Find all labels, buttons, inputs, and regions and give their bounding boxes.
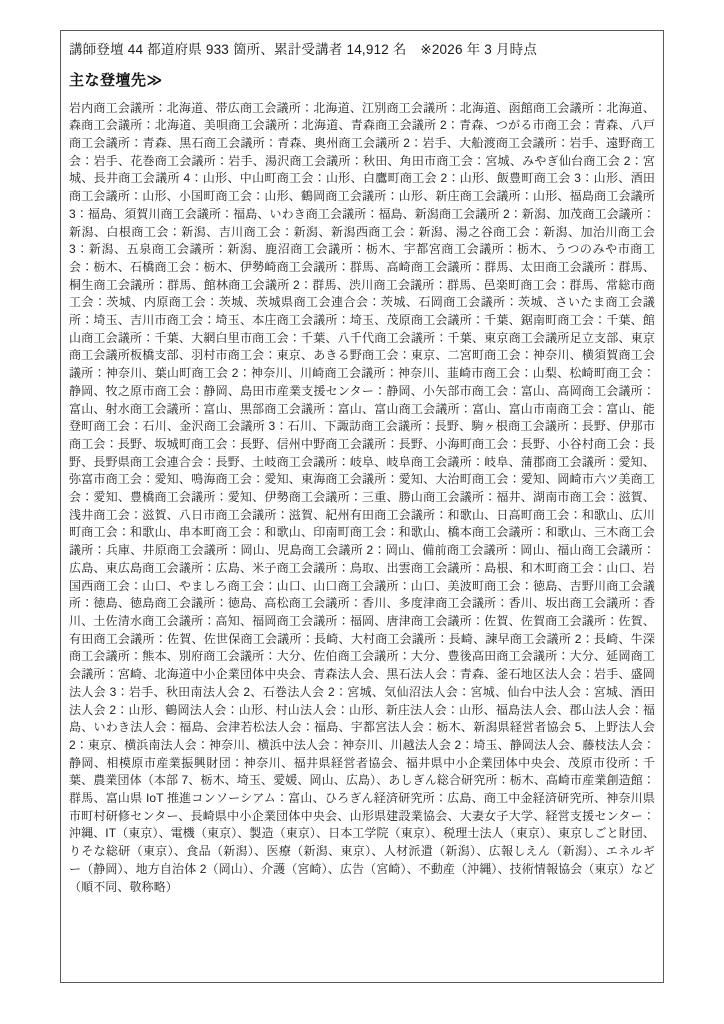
document-border-box [60, 30, 664, 983]
venue-list-paragraph: 岩内商工会議所：北海道、帯広商工会議所：北海道、江別商工会議所：北海道、函館商工会議所：北海道、森商工会議所：北海道、美唄商工会議所：北海道、青森商工会議所 2：青森、つがる市商工会：青森、八戸商工会議所：青森、黒石商工会議所：青森、奥州商工会議所 2：岩手、大船渡商工会議所：岩手、遠野商工会：岩手、花巻商工会議所：岩手、湯沢商工会議所：秋田、角田市商工会：宮城、みやぎ仙台商工会 2：宮城、長井商工会議所 4：山形、中山町商工会：山形、白鷹町商工会 2：山形、飯豊町商工会 3：山形、酒田商工会議所：山形、小国町商工会：山形、鶴岡商工会議所：山形、新庄商工会議所：山形、福島商工会議所 3：福島、須賀川商工会議所：福島、いわき商工会議所：福島、新潟商工会議所 2：新潟、加茂商工会議所：新潟、白根商工会：新潟、吉川商工会：新潟、新潟西商工会：新潟、湯之谷商工会：新潟、加治川商工会 3：新潟、五泉商工会議所：新潟、鹿沼商工会議所：栃木、宇都宮商工会議所：栃木、うつのみや市商工会：栃木、石橋商工会：栃木、伊勢崎商工会議所：群馬、高崎商工会議所：群馬、太田商工会議所：群馬、桐生商工会議所：群馬、館林商工会議所 2：群馬、渋川商工会議所：群馬、邑楽町商工会：群馬、常総市商工会：茨城、内原商工会：茨城、茨城県商工会連合会：茨城、石岡商工会議所：茨城、さいたま商工会議所：埼玉、吉川市商工会：埼玉、本庄商工会議所：埼玉、茂原商工会議所：千葉、鋸南町商工会：千葉、館山商工会議所：千葉、大網白里市商工会：千葉、八千代商工会議所：千葉、東京商工会議所足立支部、東京商工会議所板橋支部、羽村市商工会：東京、あきる野商工会：東京、二宮町商工会：神奈川、横須賀商工会議所：神奈川、葉山町商工会 2：神奈川、川崎商工会議所：神奈川、韮崎市商工会：山梨、松崎町商工会：静岡、牧之原市商工会：静岡、島田市産業支援センター：静岡、小矢部市商工会：富山、高岡商工会議所：富山、射水商工会議所：富山、黒部商工会議所：富山、富山商工会議所：富山、富山市南商工会：富山、能登町商工会：石川、金沢商工会議所 3：石川、下諏訪商工会議所：長野、駒ヶ根商工会議所：長野、伊那市商工会：長野、坂城町商工会：長野、信州中野商工会議所：長野、小海町商工会：長野、小谷村商工会：長野、長野県商工会連合会：長野、土岐商工会議所：岐阜、岐阜商工会議所：岐阜、蒲郡商工会議所：愛知、弥富市商工会：愛知、鳴海商工会：愛知、東海商工会議所：愛知、大治町商工会：愛知、岡崎市六ツ美商工会：愛知、豊橋商工会議所：愛知、伊勢商工会議所：三重、勝山商工会議所：福井、湖南市商工会：滋賀、浅井商工会：滋賀、八日市商工会議所：滋賀、紀州有田商工会議所：和歌山、日高町商工会：和歌山、広川町商工会：和歌山、串本町商工会：和歌山、印南町商工会：和歌山、橋本商工会議所：和歌山、三木商工会議所：兵庫、井原商工会議所：岡山、児島商工会議所 2：岡山、備前商工会議所：岡山、福山商工会議所：広島、東広島商工会議所：広島、米子商工会議所：鳥取、出雲商工会議所：島根、和木町商工会：山口、岩国西商工会：山口、やましろ商工会：山口、山口商工会議所：山口、美波町商工会：徳島、吉野川商工会議所：徳島、徳島商工会議所：徳島、高松商工会議所：香川、多度津商工会議所：香川、坂出商工会議所：香川、土佐清水商工会議所：高知、福岡商工会議所：福岡、唐津商工会議所：佐賀、佐賀商工会議所：佐賀、有田商工会議所：佐賀、佐世保商工会議所：長崎、大村商工会議所：長崎、諫早商工会議所 2：長崎、牛深商工会議所：熊本、別府商工会議所：大分、佐伯商工会議所：大分、豊後高田商工会議所：大分、延岡商工会議所：宮崎、北海道中小企業団体中央会、青森法人会、黒石法人会：青森、釜石地区法人会：岩手、盛岡法人会 3：岩手、秋田南法人会 2、石巻法人会 2：宮城、気仙沼法人会：宮城、仙台中法人会：宮城、酒田法人会 2：山形、鶴岡法人会：山形、村山法人会：山形、新庄法人会：山形、福島法人会、郡山法人会：福島、いわき法人会：福島、会津若松法人会：福島、宇都宮法人会：栃木、新潟県経営者協会 5、上野法人会 2：東京、横浜南法人会：神奈川、横浜中法人会：神奈川、川越法人会 2：埼玉、静岡法人会、藤枝法人会：静岡、相模原市産業振興財団：神奈川、福井県経営者協会、福井県中小企業団体中央会、茂原市役所：千葉、農業団体（本部 7、栃木、埼玉、愛媛、岡山、広島）、あしぎん総合研究所：栃木、高崎市産業創造館：群馬、富山県 IoT 推進コンソーシアム：富山、ひろぎん経済研究所：広島、商工中金経済研究所、神奈川県市町村研修センター、長崎県中小企業団体中央会、山形県建設業協会、大妻女子大学、経営支援センター：沖縄、IT（東京）、電機（東京）、製造（東京）、日本工学院（東京）、税理士法人（東京）、東京しごと財団、りそな総研（東京）、食品（新潟）、医療（新潟、東京）、人材派遣（新潟）、広報しえん（新潟）、エネルギー（静岡）、地方自治体 2（岡山）、介護（宮崎）、広告（宮崎）、不動産（沖縄）、技術情報協会（東京）など（順不同、敬称略） [69, 100, 655, 894]
main-venues-heading: 主な登壇先≫ [69, 71, 163, 89]
lecture-stats-header: 講師登壇 44 都道府県 933 箇所、累計受講者 14,912 名 ※2026 年 3 月時点 [69, 42, 538, 57]
